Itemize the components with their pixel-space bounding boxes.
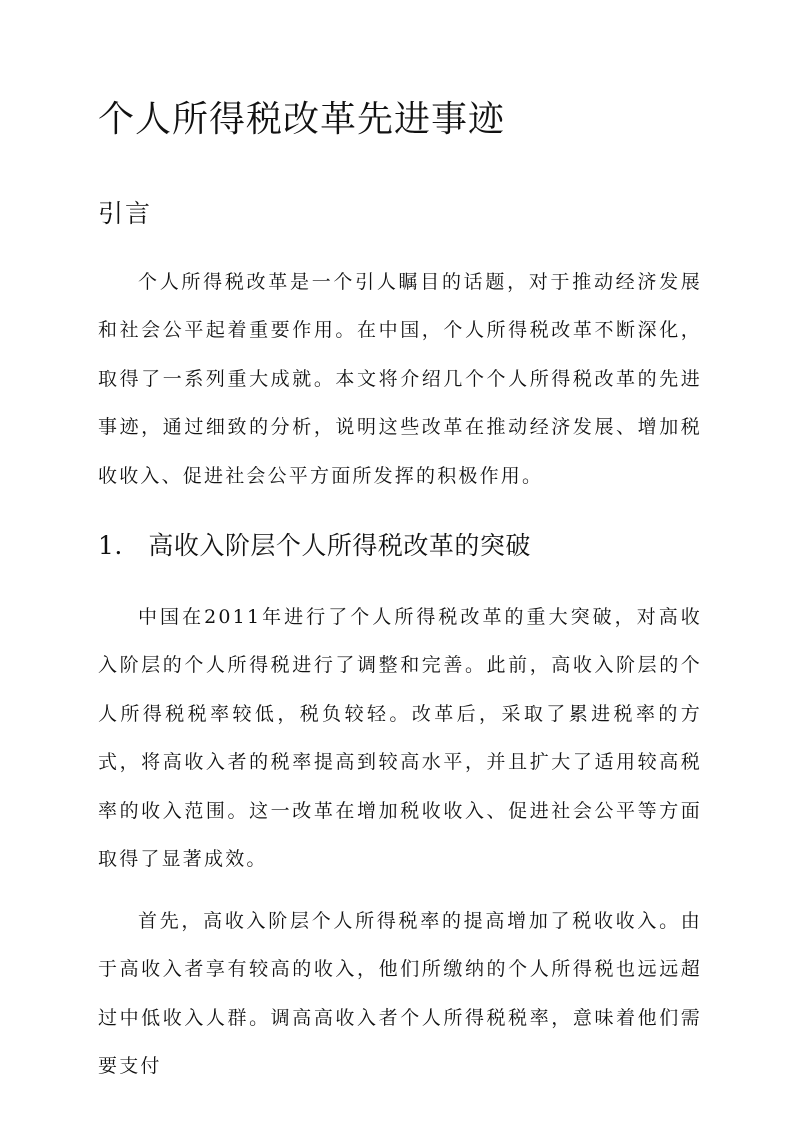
intro-paragraph: 个人所得税改革是一个引人瞩目的话题，对于推动经济发展和社会公平起着重要作用。在中国，个人所得税改革不断深化，取得了一系列重大成就。本文将介绍几个个人所得税改革的先进事迹，通过细致的分析，说明这些改革在推动经济发展、增加税收收入、促进社会公平方面所发挥的积极作用。 (98, 271, 702, 487)
section-1-paragraph-1: 中国在2011年进行了个人所得税改革的重大突破，对高收入阶层的个人所得税进行了调整和完善。此前，高收入阶层的个人所得税税率较低，税负较轻。改革后，采取了累进税率的方式，将高收入者的税率提高到较高水平，并且扩大了适用较高税率的收入范围。这一改革在增加税收收入、促进社会公平等方面取得了显著成效。 (98, 606, 702, 871)
document-title: 个人所得税改革先进事迹 (98, 99, 506, 140)
intro-heading: 引言 (98, 199, 153, 228)
section-1-heading: 1. 高收入阶层个人所得税改革的突破 (98, 531, 531, 560)
section-1-paragraph-2: 首先，高收入阶层个人所得税率的提高增加了税收收入。由于高收入者享有较高的收入，他们所缴纳的个人所得税也远远超过中低收入人群。调高高收入者个人所得税税率，意味着他们需要支付 (98, 910, 702, 1078)
